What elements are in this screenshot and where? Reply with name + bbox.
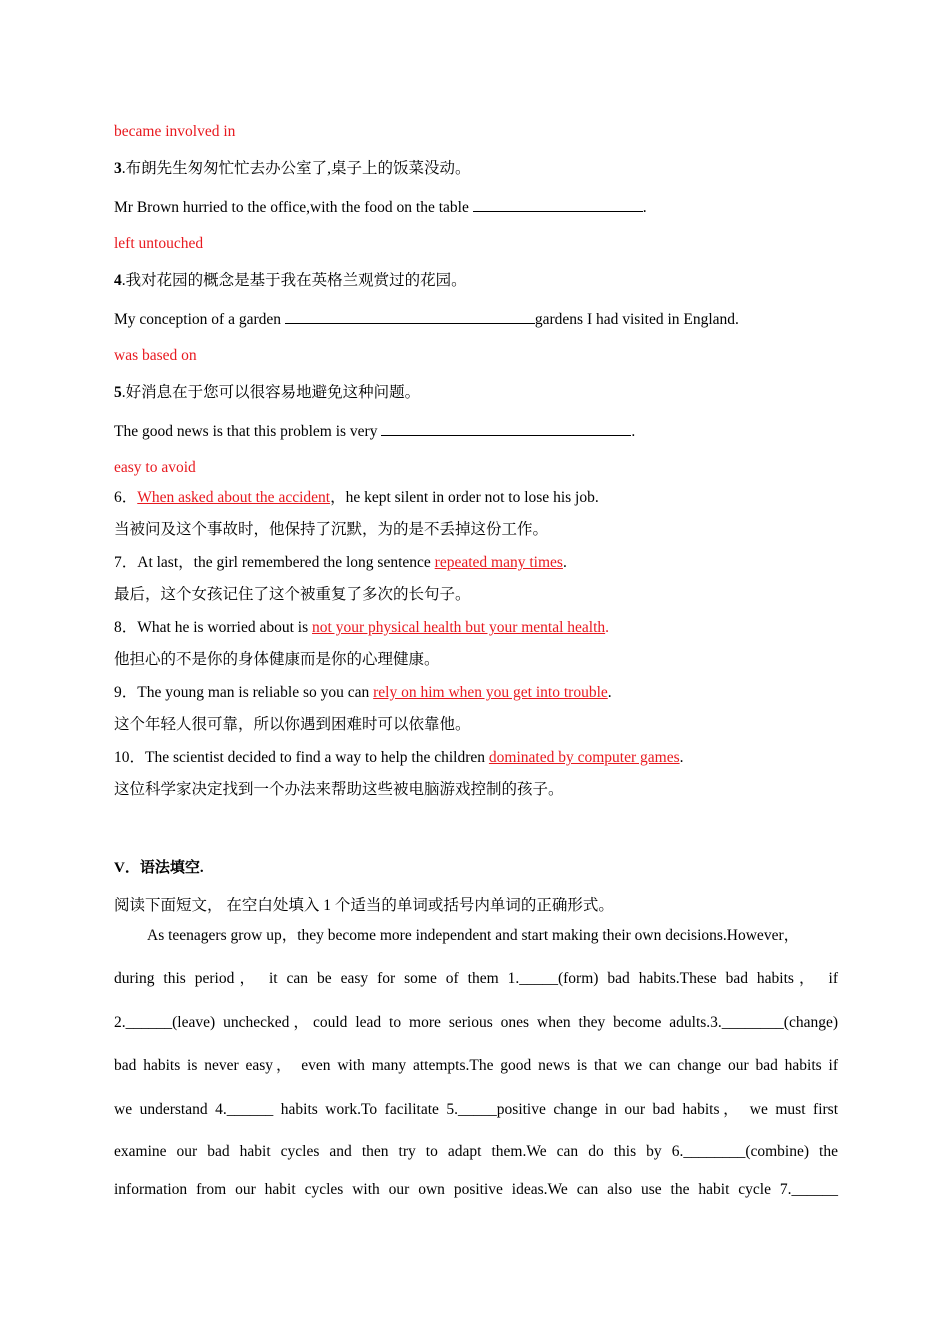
q6-english [114,488,599,508]
q10-after: . [679,749,684,766]
q10-answer: dominated by computer games [488,749,680,766]
q7-chinese: 最后，这个女孩记住了这个被重复了多次的长句子。 [114,586,471,603]
q7-english [114,553,567,573]
q4-english [114,309,739,330]
q5-number: 5 [114,384,122,401]
q7-after: . [562,554,567,571]
passage-line-7: information from our habit cycles with our own positive ideas.We can also use the habit cycle 7.______ [114,1181,838,1198]
q8-english [114,618,609,638]
passage-line-1: As teenagers grow up，they become more independent and start making their own decisions.However， [147,927,800,944]
passage-line-4: bad habits is never easy， even with many attempts.The good news is that we can change our bad habits if [114,1057,838,1074]
q5-blank [381,421,631,436]
section-title: V．语法填空. [114,860,204,876]
prev-answer: became involved in [114,123,236,140]
q8-after: . [605,619,610,636]
passage-line-6: examine our bad habit cycles and then try to adapt them.We can do this by 6.________(combine) the [114,1143,838,1160]
q9-after: . [607,684,612,701]
passage-line-3: 2.______(leave) unchecked，could lead to more serious ones when they become adults.3.________(change) [114,1014,838,1031]
q4-answer: was based on [114,347,197,364]
q7-answer: repeated many times [434,554,563,571]
q4-cn-text: .我对花园的概念是基于我在英格兰观赏过的花园。 [121,272,467,289]
q9-answer: rely on him when you get into trouble [373,684,608,701]
passage-line-5: we understand 4.______ habits work.To facilitate 5._____positive change in our bad habits， we must first [114,1101,838,1118]
q8-before: 8．What he is worried about is [114,619,313,636]
q6-after: ，he kept silent in order not to lose his job. [330,489,599,506]
q5-english [114,421,635,442]
q4-en-after: gardens I had visited in England. [534,311,739,328]
q9-before: 9．The young man is reliable so you can [114,684,374,701]
q3-cn-text: .布朗先生匆匆忙忙去办公室了,桌子上的饭菜没动。 [121,160,471,177]
q3-answer: left untouched [114,235,204,252]
q6-answer: When asked about the accident [137,489,331,506]
q4-en-before: My conception of a garden [114,311,285,328]
q3-chinese [114,159,471,179]
q8-chinese: 他担心的不是你的身体健康而是你的心理健康。 [114,651,440,668]
q4-number: 4 [114,272,122,289]
q3-blank [473,197,643,212]
section-instruction: 阅读下面短文， 在空白处填入 1 个适当的单词或括号内单词的正确形式。 [114,897,614,914]
q7-before: 7．At last，the girl remembered the long sentence [114,554,435,571]
q10-chinese: 这位科学家决定找到一个办法来帮助这些被电脑游戏控制的孩子。 [114,781,564,798]
q9-english [114,683,612,703]
q4-chinese [114,271,467,291]
q5-chinese [114,383,420,403]
q8-answer: not your physical health but your mental health [312,619,606,636]
q3-english [114,197,647,218]
q10-english [114,748,683,768]
q5-en-before: The good news is that this problem is very [114,423,382,440]
q4-blank [285,309,535,324]
q5-en-after: . [631,423,636,440]
q6-chinese: 当被问及这个事故时，他保持了沉默，为的是不丢掉这份工作。 [114,521,549,538]
q3-en-before: Mr Brown hurried to the office,with the food on the table [114,199,473,216]
q3-number: 3 [114,160,122,177]
q5-cn-text: .好消息在于您可以很容易地避免这种问题。 [121,384,421,401]
q9-chinese: 这个年轻人很可靠，所以你遇到困难时可以依靠他。 [114,716,471,733]
q3-en-after: . [642,199,647,216]
q5-answer: easy to avoid [114,459,196,476]
q6-number: 6． [114,489,138,506]
q10-before: 10．The scientist decided to find a way to help the children [114,749,489,766]
passage-line-2: during this period， it can be easy for some of them 1._____(form) bad habits.These bad habits， if [114,970,838,987]
